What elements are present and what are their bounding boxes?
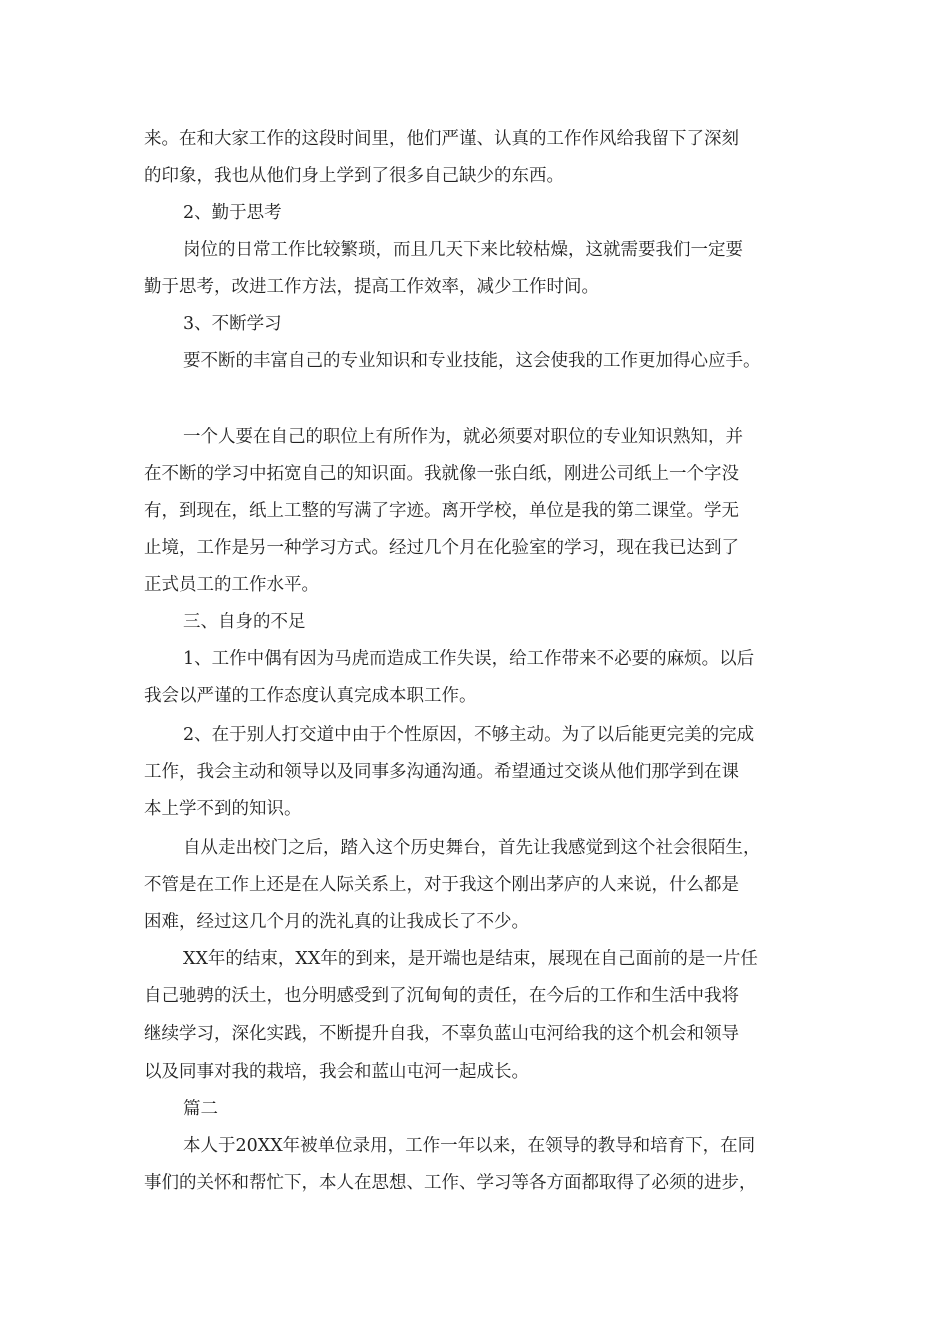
paragraph-line: 一个人要在自己的职位上有所作为，就必须要对职位的专业知识熟知，并 (183, 427, 743, 447)
paragraph-line: 正式员工的工作水平。 (144, 575, 319, 595)
paragraph-line: 以及同事对我的栽培，我会和蓝山屯河一起成长。 (144, 1062, 529, 1082)
paragraph-line: 不管是在工作上还是在人际关系上，对于我这个刚出茅庐的人来说，什么都是 (144, 875, 739, 895)
paragraph-line: 本上学不到的知识。 (144, 799, 302, 819)
paragraph-line: 本人于20XX年被单位录用，工作一年以来，在领导的教导和培育下，在同 (183, 1136, 756, 1156)
paragraph-line: 来。在和大家工作的这段时间里，他们严谨、认真的工作作风给我留下了深刻 (144, 129, 739, 149)
section-heading: 3、不断学习 (183, 314, 282, 334)
paragraph-line: 在不断的学习中拓宽自己的知识面。我就像一张白纸，刚进公司纸上一个字没 (144, 464, 739, 484)
paragraph-line: XX年的结束，XX年的到来，是开端也是结束，展现在自己面前的是一片任 (183, 949, 758, 969)
paragraph-line: 2、在于别人打交道中由于个性原因，不够主动。为了以后能更完美的完成 (183, 725, 755, 745)
paragraph-line: 勤于思考，改进工作方法，提高工作效率，减少工作时间。 (144, 277, 599, 297)
paragraph-line: 有，到现在，纸上工整的写满了字迹。离开学校，单位是我的第二课堂。学无 (144, 501, 739, 521)
paragraph-line: 困难，经过这几个月的洗礼真的让我成长了不少。 (144, 912, 529, 932)
section-heading: 三、自身的不足 (183, 612, 306, 632)
paragraph-line: 事们的关怀和帮忙下，本人在思想、工作、学习等各方面都取得了必须的进步， (144, 1173, 757, 1193)
section-heading: 2、勤于思考 (183, 203, 282, 223)
paragraph-line: 继续学习，深化实践，不断提升自我，不辜负蓝山屯河给我的这个机会和领导 (144, 1024, 739, 1044)
paragraph-line: 要不断的丰富自己的专业知识和专业技能，这会使我的工作更加得心应手。 (183, 351, 761, 371)
section-heading: 篇二 (183, 1099, 218, 1119)
paragraph-line: 自从走出校门之后，踏入这个历史舞台，首先让我感觉到这个社会很陌生， (183, 838, 761, 858)
paragraph-line: 止境，工作是另一种学习方式。经过几个月在化验室的学习，现在我已达到了 (144, 538, 739, 558)
paragraph-line: 工作，我会主动和领导以及同事多沟通沟通。希望通过交谈从他们那学到在课 (144, 762, 739, 782)
paragraph-line: 自己驰骋的沃土，也分明感受到了沉甸甸的责任，在今后的工作和生活中我将 (144, 986, 739, 1006)
paragraph-line: 的印象，我也从他们身上学到了很多自己缺少的东西。 (144, 166, 564, 186)
paragraph-line: 1、工作中偶有因为马虎而造成工作失误，给工作带来不必要的麻烦。以后 (183, 649, 755, 669)
paragraph-line: 岗位的日常工作比较繁琐，而且几天下来比较枯燥，这就需要我们一定要 (183, 240, 743, 260)
paragraph-line: 我会以严谨的工作态度认真完成本职工作。 (144, 686, 477, 706)
